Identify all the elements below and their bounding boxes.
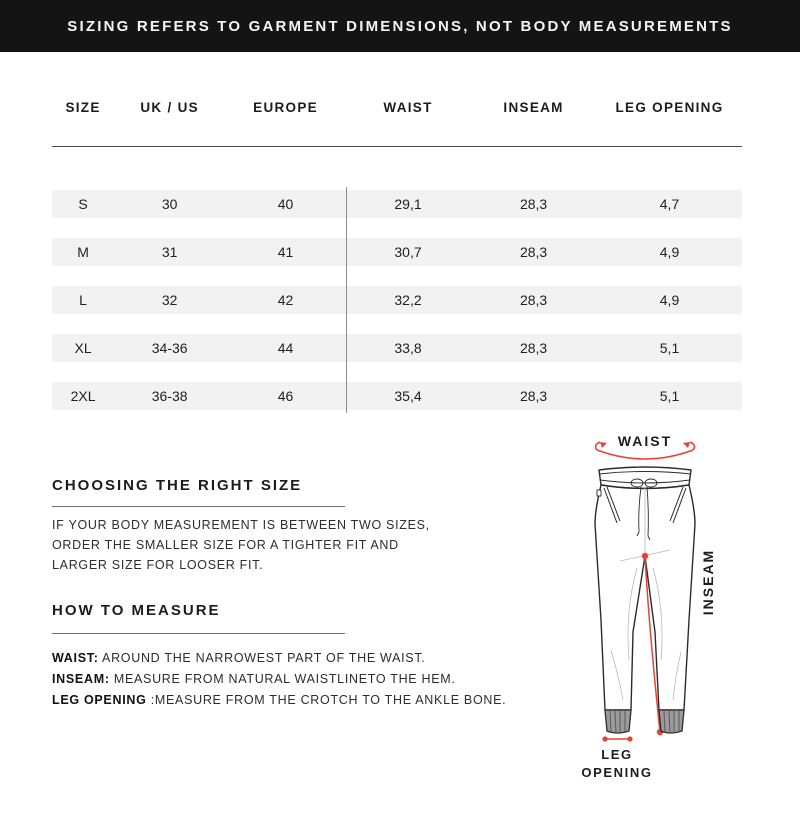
cell-europe: 40	[277, 196, 294, 212]
cell-waist: 29,1	[394, 196, 422, 212]
cell-leg-opening: 4,7	[659, 196, 680, 212]
leg-opening-measure-line	[602, 736, 632, 741]
column-header-inseam: INSEAM	[503, 99, 564, 115]
cell-uk-us: 31	[161, 244, 178, 260]
column-header-leg-opening: LEG OPENING	[615, 99, 724, 115]
cell-size: M	[77, 244, 89, 260]
column-header-uk-us: UK / US	[140, 99, 199, 115]
leg-opening-diagram-label-line2: OPENING	[581, 765, 653, 780]
jogger-illustration	[553, 420, 800, 825]
measure-text-waist: AROUND THE NARROWEST PART OF THE WAIST.	[98, 651, 426, 665]
measure-label-leg-opening: LEG OPENING	[52, 693, 147, 707]
cell-size: L	[79, 292, 87, 308]
cell-waist: 33,8	[394, 340, 422, 356]
measure-instruction-leg-opening	[52, 693, 506, 707]
measure-text-leg-opening: :MEASURE FROM THE CROTCH TO THE ANKLE BONE.	[146, 693, 507, 707]
choosing-right-size-title: CHOOSING THE RIGHT SIZE	[52, 477, 303, 494]
cell-uk-us: 36-38	[151, 388, 188, 404]
cell-europe: 42	[277, 292, 294, 308]
header-divider-line	[52, 146, 742, 147]
choosing-title-underline	[52, 506, 345, 507]
choosing-body-line: IF YOUR BODY MEASUREMENT IS BETWEEN TWO SIZES,	[52, 518, 430, 532]
measure-label-inseam: INSEAM:	[52, 672, 110, 686]
leg-opening-diagram-label-line1: LEG	[601, 747, 633, 762]
how-to-measure-underline	[52, 633, 345, 634]
table-row	[52, 286, 742, 314]
cell-waist: 35,4	[394, 388, 422, 404]
cell-inseam: 28,3	[519, 244, 548, 260]
table-row	[52, 190, 742, 218]
choosing-body-line: ORDER THE SMALLER SIZE FOR A TIGHTER FIT AND	[52, 538, 399, 552]
garment-dimensions-banner	[0, 0, 800, 52]
cell-europe: 41	[277, 244, 294, 260]
measure-instruction-waist	[52, 651, 425, 665]
vertical-divider-line	[346, 187, 347, 413]
banner-text: SIZING REFERS TO GARMENT DIMENSIONS, NOT BODY MEASUREMENTS	[67, 17, 733, 35]
cell-size: S	[78, 196, 88, 212]
cell-inseam: 28,3	[519, 292, 548, 308]
cell-leg-opening: 5,1	[659, 388, 680, 404]
cell-leg-opening: 4,9	[659, 292, 680, 308]
cell-inseam: 28,3	[519, 340, 548, 356]
measure-label-waist: WAIST:	[52, 651, 99, 665]
cell-europe: 44	[277, 340, 294, 356]
size-chart-header-row	[52, 94, 742, 120]
cell-europe: 46	[277, 388, 294, 404]
measure-instruction-inseam	[52, 672, 456, 686]
cell-waist: 32,2	[394, 292, 422, 308]
cell-size: 2XL	[70, 388, 96, 404]
cell-uk-us: 34-36	[151, 340, 188, 356]
cell-uk-us: 32	[161, 292, 178, 308]
size-chart-rows	[52, 190, 742, 410]
cell-inseam: 28,3	[519, 388, 548, 404]
measure-text-inseam: MEASURE FROM NATURAL WAISTLINETO THE HEM.	[109, 672, 456, 686]
waist-diagram-label: WAIST	[617, 433, 673, 449]
jogger-measurement-diagram	[553, 420, 800, 825]
how-to-measure-title: HOW TO MEASURE	[52, 602, 221, 619]
cell-uk-us: 30	[161, 196, 178, 212]
cell-leg-opening: 4,9	[659, 244, 680, 260]
cell-waist: 30,7	[394, 244, 422, 260]
table-row	[52, 382, 742, 410]
inseam-diagram-label: INSEAM	[700, 548, 716, 616]
cell-size: XL	[74, 340, 92, 356]
table-row	[52, 238, 742, 266]
table-row	[52, 334, 742, 362]
cell-leg-opening: 5,1	[659, 340, 680, 356]
column-header-size: SIZE	[65, 99, 101, 115]
ankle-cuffs	[605, 710, 684, 733]
column-header-europe: EUROPE	[253, 99, 318, 115]
choosing-body-line: LARGER SIZE FOR LOOSER FIT.	[52, 558, 264, 572]
column-header-waist: WAIST	[383, 99, 433, 115]
cell-inseam: 28,3	[519, 196, 548, 212]
size-chart-table	[52, 94, 742, 404]
